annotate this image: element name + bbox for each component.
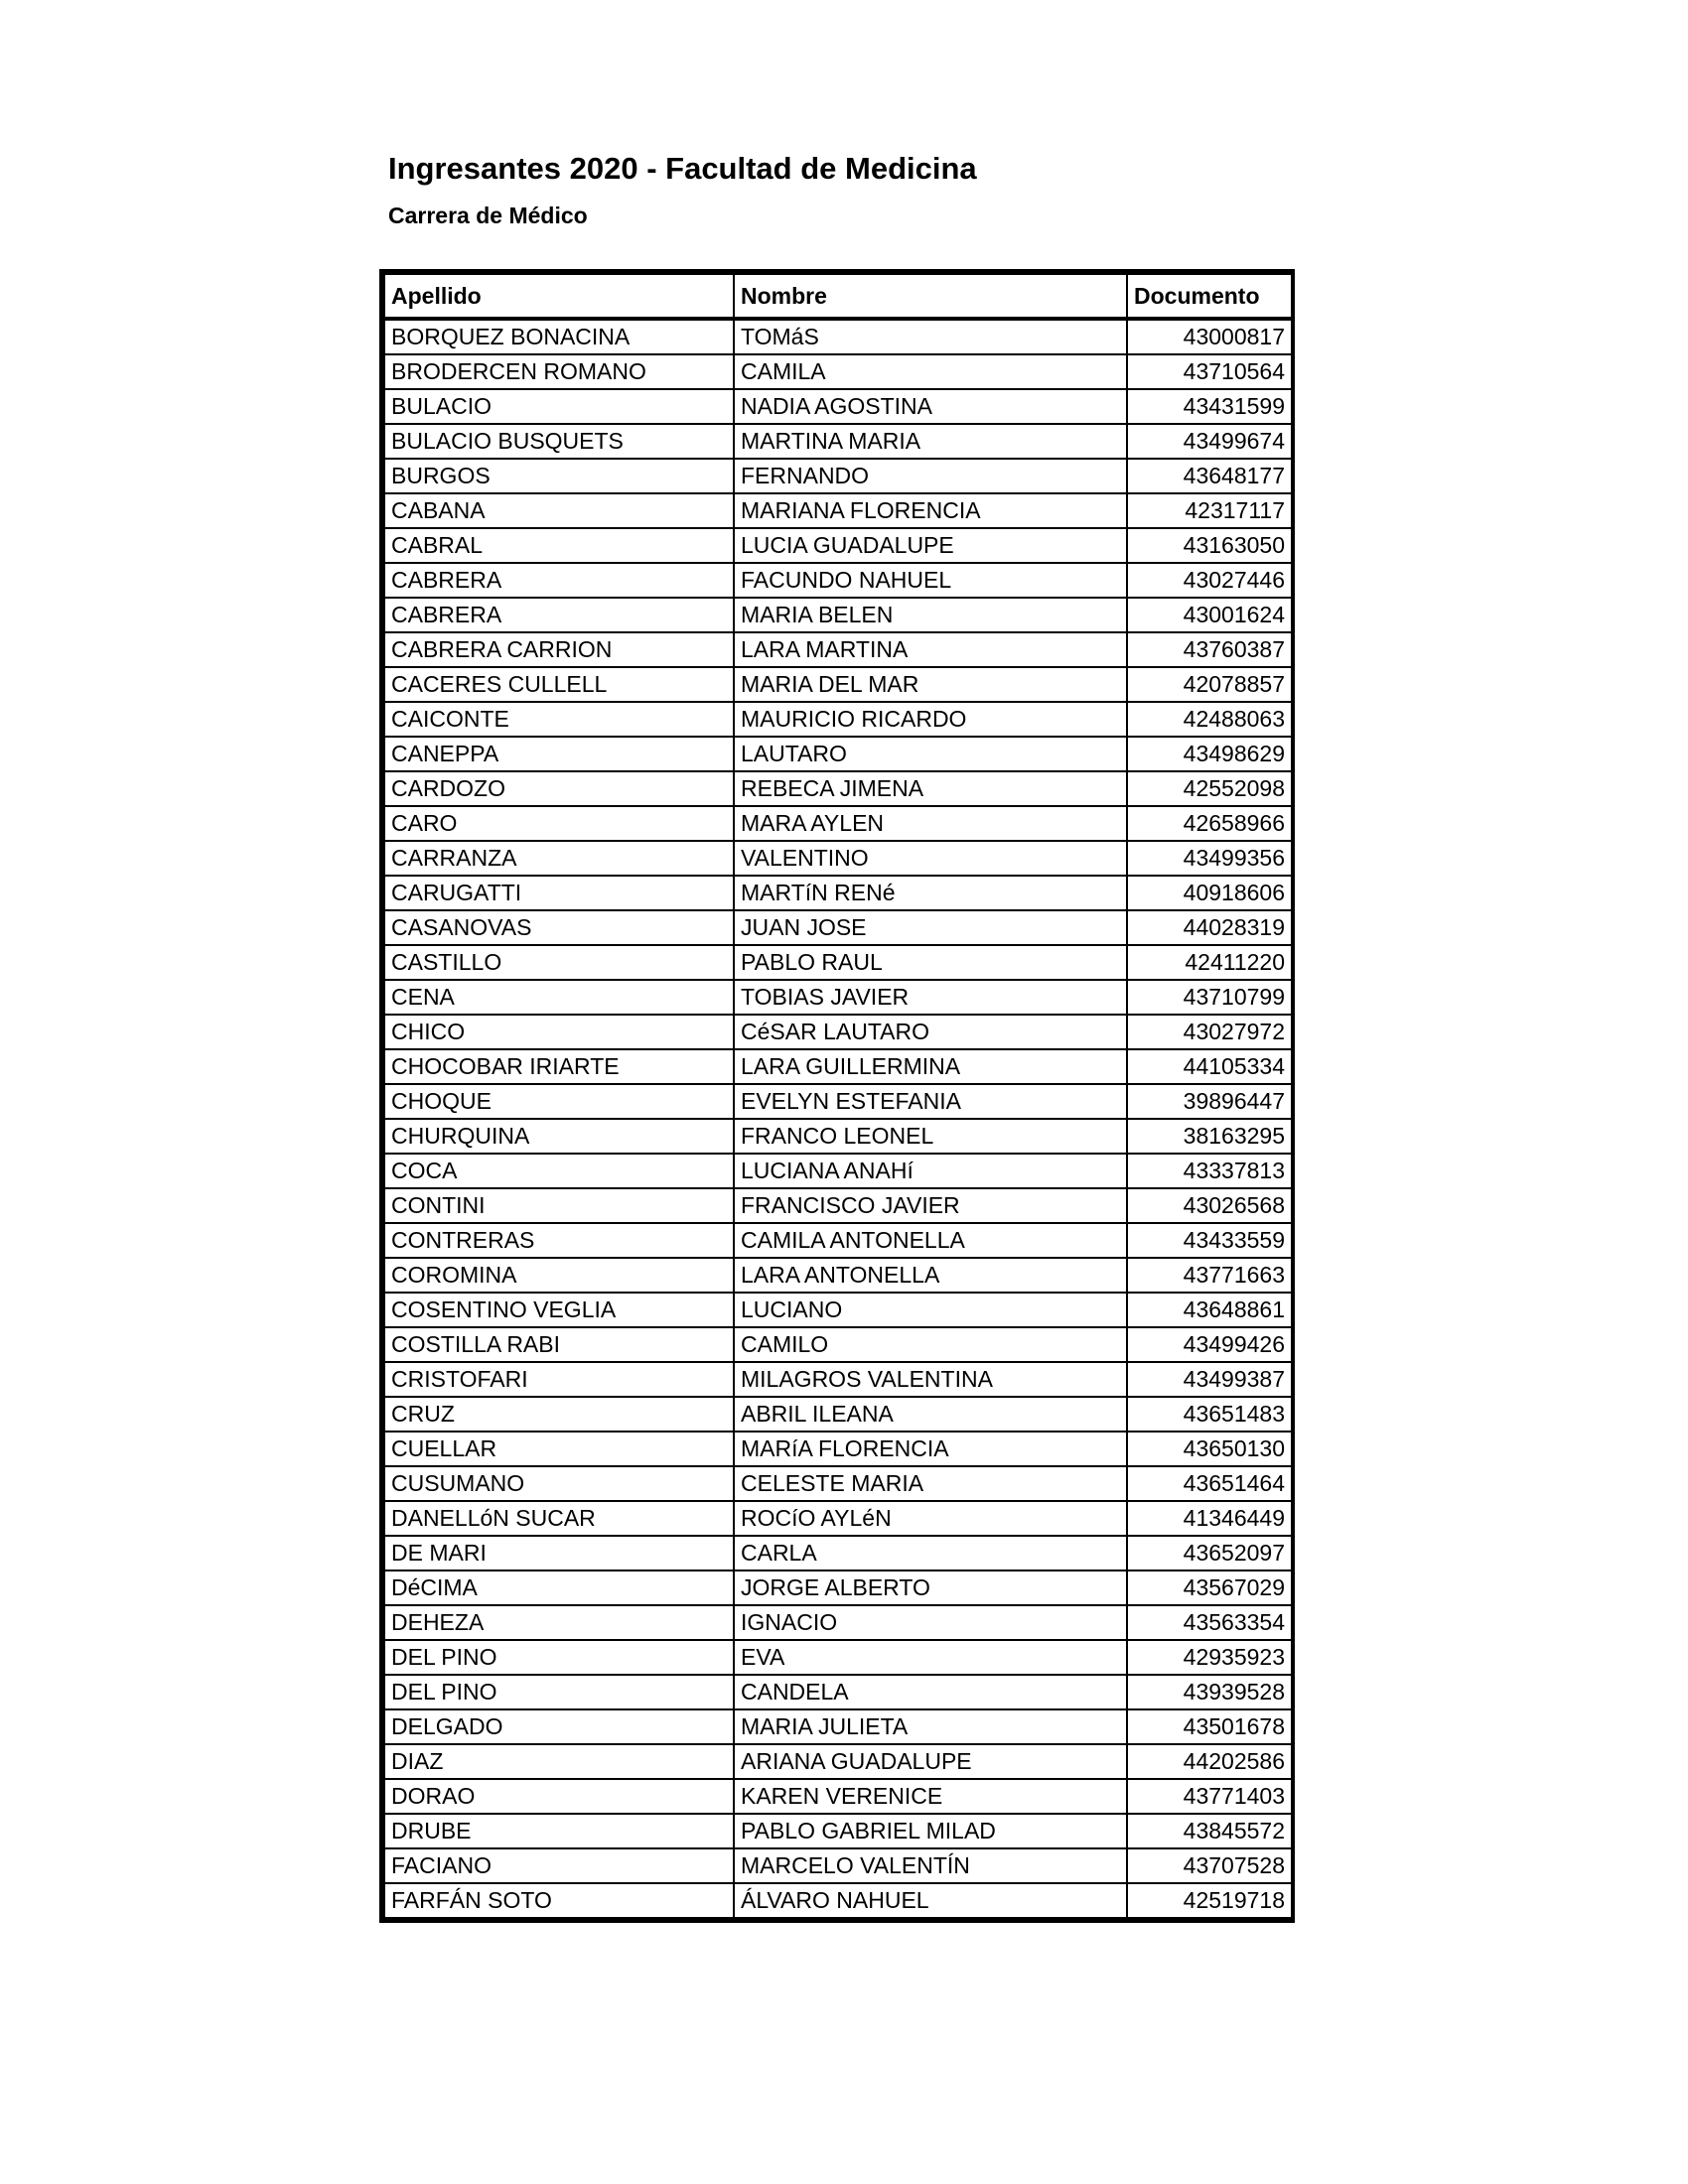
cell-apellido: CHICO [384, 1015, 734, 1049]
cell-apellido: DéCIMA [384, 1570, 734, 1605]
cell-nombre: KAREN VERENICE [734, 1779, 1127, 1814]
table-row [384, 702, 1292, 737]
table-row [384, 910, 1292, 945]
cell-apellido: CAICONTE [384, 702, 734, 737]
cell-documento: 40918606 [1127, 876, 1292, 910]
cell-apellido: DEL PINO [384, 1640, 734, 1675]
cell-nombre: FACUNDO NAHUEL [734, 563, 1127, 598]
table-row [384, 1049, 1292, 1084]
cell-documento: 43939528 [1127, 1675, 1292, 1709]
cell-nombre: LUCIANO [734, 1293, 1127, 1327]
table-row [384, 1605, 1292, 1640]
table-row [384, 806, 1292, 841]
cell-documento: 43001624 [1127, 598, 1292, 632]
cell-nombre: JORGE ALBERTO [734, 1570, 1127, 1605]
cell-nombre: LARA ANTONELLA [734, 1258, 1127, 1293]
table-row [384, 632, 1292, 667]
cell-documento: 41346449 [1127, 1501, 1292, 1536]
cell-apellido: BRODERCEN ROMANO [384, 354, 734, 389]
cell-nombre: TOBIAS JAVIER [734, 980, 1127, 1015]
table-row [384, 1362, 1292, 1397]
students-table-container [379, 269, 1295, 1923]
cell-apellido: COSENTINO VEGLIA [384, 1293, 734, 1327]
cell-apellido: FARFÁN SOTO [384, 1883, 734, 1918]
cell-nombre: LUCIANA ANAHí [734, 1154, 1127, 1188]
cell-nombre: LARA MARTINA [734, 632, 1127, 667]
cell-apellido: CRISTOFARI [384, 1362, 734, 1397]
cell-nombre: LARA GUILLERMINA [734, 1049, 1127, 1084]
cell-nombre: MARTINA MARIA [734, 424, 1127, 459]
cell-documento: 43771663 [1127, 1258, 1292, 1293]
cell-documento: 42519718 [1127, 1883, 1292, 1918]
cell-apellido: CRUZ [384, 1397, 734, 1432]
cell-documento: 39896447 [1127, 1084, 1292, 1119]
cell-nombre: VALENTINO [734, 841, 1127, 876]
table-row [384, 1709, 1292, 1744]
table-row [384, 1188, 1292, 1223]
page-subtitle: Carrera de Médico [388, 203, 588, 228]
cell-nombre: MARTíN RENé [734, 876, 1127, 910]
cell-nombre: CéSAR LAUTARO [734, 1015, 1127, 1049]
cell-apellido: CARDOZO [384, 771, 734, 806]
table-row [384, 528, 1292, 563]
cell-nombre: PABLO GABRIEL MILAD [734, 1814, 1127, 1848]
table-body [384, 319, 1292, 1918]
table-row [384, 876, 1292, 910]
cell-nombre: MARCELO VALENTÍN [734, 1848, 1127, 1883]
cell-documento: 43771403 [1127, 1779, 1292, 1814]
cell-documento: 42935923 [1127, 1640, 1292, 1675]
table-row [384, 667, 1292, 702]
table-row [384, 1432, 1292, 1466]
table-row [384, 945, 1292, 980]
cell-apellido: CHURQUINA [384, 1119, 734, 1154]
cell-nombre: CAMILA ANTONELLA [734, 1223, 1127, 1258]
cell-nombre: CANDELA [734, 1675, 1127, 1709]
cell-nombre: CAMILA [734, 354, 1127, 389]
table-row [384, 1397, 1292, 1432]
cell-documento: 44202586 [1127, 1744, 1292, 1779]
cell-apellido: BULACIO [384, 389, 734, 424]
cell-nombre: LAUTARO [734, 737, 1127, 771]
cell-documento: 43760387 [1127, 632, 1292, 667]
cell-documento: 43648861 [1127, 1293, 1292, 1327]
cell-nombre: PABLO RAUL [734, 945, 1127, 980]
table-row [384, 1883, 1292, 1918]
cell-documento: 43163050 [1127, 528, 1292, 563]
cell-apellido: COCA [384, 1154, 734, 1188]
cell-nombre: FERNANDO [734, 459, 1127, 493]
cell-apellido: DEL PINO [384, 1675, 734, 1709]
cell-documento: 43651483 [1127, 1397, 1292, 1432]
cell-apellido: CENA [384, 980, 734, 1015]
cell-apellido: CARO [384, 806, 734, 841]
cell-apellido: CARUGATTI [384, 876, 734, 910]
table-row [384, 1536, 1292, 1570]
cell-documento: 42078857 [1127, 667, 1292, 702]
cell-apellido: BORQUEZ BONACINA [384, 319, 734, 354]
cell-documento: 43027972 [1127, 1015, 1292, 1049]
cell-apellido: CABRERA [384, 563, 734, 598]
table-row [384, 1570, 1292, 1605]
cell-documento: 42658966 [1127, 806, 1292, 841]
cell-apellido: CABRAL [384, 528, 734, 563]
cell-documento: 43431599 [1127, 389, 1292, 424]
cell-nombre: ABRIL ILEANA [734, 1397, 1127, 1432]
cell-documento: 43499387 [1127, 1362, 1292, 1397]
table-row [384, 841, 1292, 876]
cell-documento: 42411220 [1127, 945, 1292, 980]
cell-nombre: ÁLVARO NAHUEL [734, 1883, 1127, 1918]
cell-documento: 43710564 [1127, 354, 1292, 389]
cell-nombre: MARIANA FLORENCIA [734, 493, 1127, 528]
cell-documento: 43710799 [1127, 980, 1292, 1015]
cell-documento: 43650130 [1127, 1432, 1292, 1466]
table-row [384, 1848, 1292, 1883]
table-row [384, 1466, 1292, 1501]
cell-nombre: MARIA JULIETA [734, 1709, 1127, 1744]
cell-documento: 43501678 [1127, 1709, 1292, 1744]
cell-documento: 43499674 [1127, 424, 1292, 459]
cell-nombre: FRANCISCO JAVIER [734, 1188, 1127, 1223]
table-row [384, 1258, 1292, 1293]
table-row [384, 354, 1292, 389]
cell-documento: 43567029 [1127, 1570, 1292, 1605]
table-row [384, 1327, 1292, 1362]
cell-apellido: CABANA [384, 493, 734, 528]
table-row [384, 1293, 1292, 1327]
table-row [384, 319, 1292, 354]
cell-nombre: MARA AYLEN [734, 806, 1127, 841]
cell-nombre: CARLA [734, 1536, 1127, 1570]
cell-documento: 42552098 [1127, 771, 1292, 806]
table-row [384, 389, 1292, 424]
table-row [384, 737, 1292, 771]
cell-nombre: CAMILO [734, 1327, 1127, 1362]
table-row [384, 771, 1292, 806]
cell-nombre: MARIA DEL MAR [734, 667, 1127, 702]
cell-documento: 43563354 [1127, 1605, 1292, 1640]
table-row [384, 1779, 1292, 1814]
cell-nombre: MARíA FLORENCIA [734, 1432, 1127, 1466]
cell-apellido: CASTILLO [384, 945, 734, 980]
cell-documento: 42317117 [1127, 493, 1292, 528]
cell-nombre: JUAN JOSE [734, 910, 1127, 945]
cell-nombre: FRANCO LEONEL [734, 1119, 1127, 1154]
cell-nombre: TOMáS [734, 319, 1127, 354]
cell-apellido: DORAO [384, 1779, 734, 1814]
column-header-documento: Documento [1127, 274, 1292, 319]
cell-apellido: CARRANZA [384, 841, 734, 876]
table-row [384, 1223, 1292, 1258]
cell-nombre: NADIA AGOSTINA [734, 389, 1127, 424]
cell-documento: 44105334 [1127, 1049, 1292, 1084]
table-row [384, 1814, 1292, 1848]
cell-nombre: CELESTE MARIA [734, 1466, 1127, 1501]
students-table [383, 273, 1293, 1919]
cell-apellido: CHOQUE [384, 1084, 734, 1119]
table-row [384, 424, 1292, 459]
cell-nombre: EVELYN ESTEFANIA [734, 1084, 1127, 1119]
cell-apellido: BURGOS [384, 459, 734, 493]
cell-documento: 43499426 [1127, 1327, 1292, 1362]
cell-apellido: FACIANO [384, 1848, 734, 1883]
table-header-row [384, 274, 1292, 319]
cell-apellido: COSTILLA RABI [384, 1327, 734, 1362]
cell-documento: 43845572 [1127, 1814, 1292, 1848]
cell-apellido: DIAZ [384, 1744, 734, 1779]
table-row [384, 1640, 1292, 1675]
cell-apellido: DRUBE [384, 1814, 734, 1848]
cell-apellido: CONTRERAS [384, 1223, 734, 1258]
cell-documento: 43000817 [1127, 319, 1292, 354]
cell-documento: 43337813 [1127, 1154, 1292, 1188]
cell-apellido: CABRERA CARRION [384, 632, 734, 667]
cell-apellido: CUELLAR [384, 1432, 734, 1466]
cell-nombre: LUCIA GUADALUPE [734, 528, 1127, 563]
cell-documento: 44028319 [1127, 910, 1292, 945]
cell-documento: 43652097 [1127, 1536, 1292, 1570]
table-row [384, 1744, 1292, 1779]
cell-apellido: CUSUMANO [384, 1466, 734, 1501]
cell-documento: 42488063 [1127, 702, 1292, 737]
cell-nombre: ROCíO AYLéN [734, 1501, 1127, 1536]
cell-documento: 43433559 [1127, 1223, 1292, 1258]
cell-apellido: DELGADO [384, 1709, 734, 1744]
cell-nombre: ARIANA GUADALUPE [734, 1744, 1127, 1779]
cell-apellido: COROMINA [384, 1258, 734, 1293]
page-title: Ingresantes 2020 - Facultad de Medicina [388, 151, 977, 186]
column-header-apellido: Apellido [384, 274, 734, 319]
cell-apellido: CABRERA [384, 598, 734, 632]
table-row [384, 563, 1292, 598]
cell-documento: 43026568 [1127, 1188, 1292, 1223]
cell-apellido: CHOCOBAR IRIARTE [384, 1049, 734, 1084]
cell-nombre: MILAGROS VALENTINA [734, 1362, 1127, 1397]
cell-apellido: BULACIO BUSQUETS [384, 424, 734, 459]
table-row [384, 1501, 1292, 1536]
cell-documento: 43648177 [1127, 459, 1292, 493]
cell-apellido: DE MARI [384, 1536, 734, 1570]
table-row [384, 1084, 1292, 1119]
cell-documento: 38163295 [1127, 1119, 1292, 1154]
cell-documento: 43027446 [1127, 563, 1292, 598]
column-header-nombre: Nombre [734, 274, 1127, 319]
cell-nombre: IGNACIO [734, 1605, 1127, 1640]
cell-nombre: EVA [734, 1640, 1127, 1675]
table-row [384, 1675, 1292, 1709]
table-row [384, 493, 1292, 528]
table-row [384, 1015, 1292, 1049]
cell-nombre: MARIA BELEN [734, 598, 1127, 632]
table-row [384, 1154, 1292, 1188]
cell-documento: 43651464 [1127, 1466, 1292, 1501]
table-row [384, 980, 1292, 1015]
cell-apellido: DEHEZA [384, 1605, 734, 1640]
table-row [384, 598, 1292, 632]
cell-nombre: REBECA JIMENA [734, 771, 1127, 806]
cell-apellido: CONTINI [384, 1188, 734, 1223]
cell-documento: 43498629 [1127, 737, 1292, 771]
table-row [384, 459, 1292, 493]
cell-apellido: CANEPPA [384, 737, 734, 771]
cell-nombre: MAURICIO RICARDO [734, 702, 1127, 737]
cell-documento: 43499356 [1127, 841, 1292, 876]
cell-apellido: CASANOVAS [384, 910, 734, 945]
table-row [384, 1119, 1292, 1154]
cell-documento: 43707528 [1127, 1848, 1292, 1883]
cell-apellido: DANELLóN SUCAR [384, 1501, 734, 1536]
cell-apellido: CACERES CULLELL [384, 667, 734, 702]
